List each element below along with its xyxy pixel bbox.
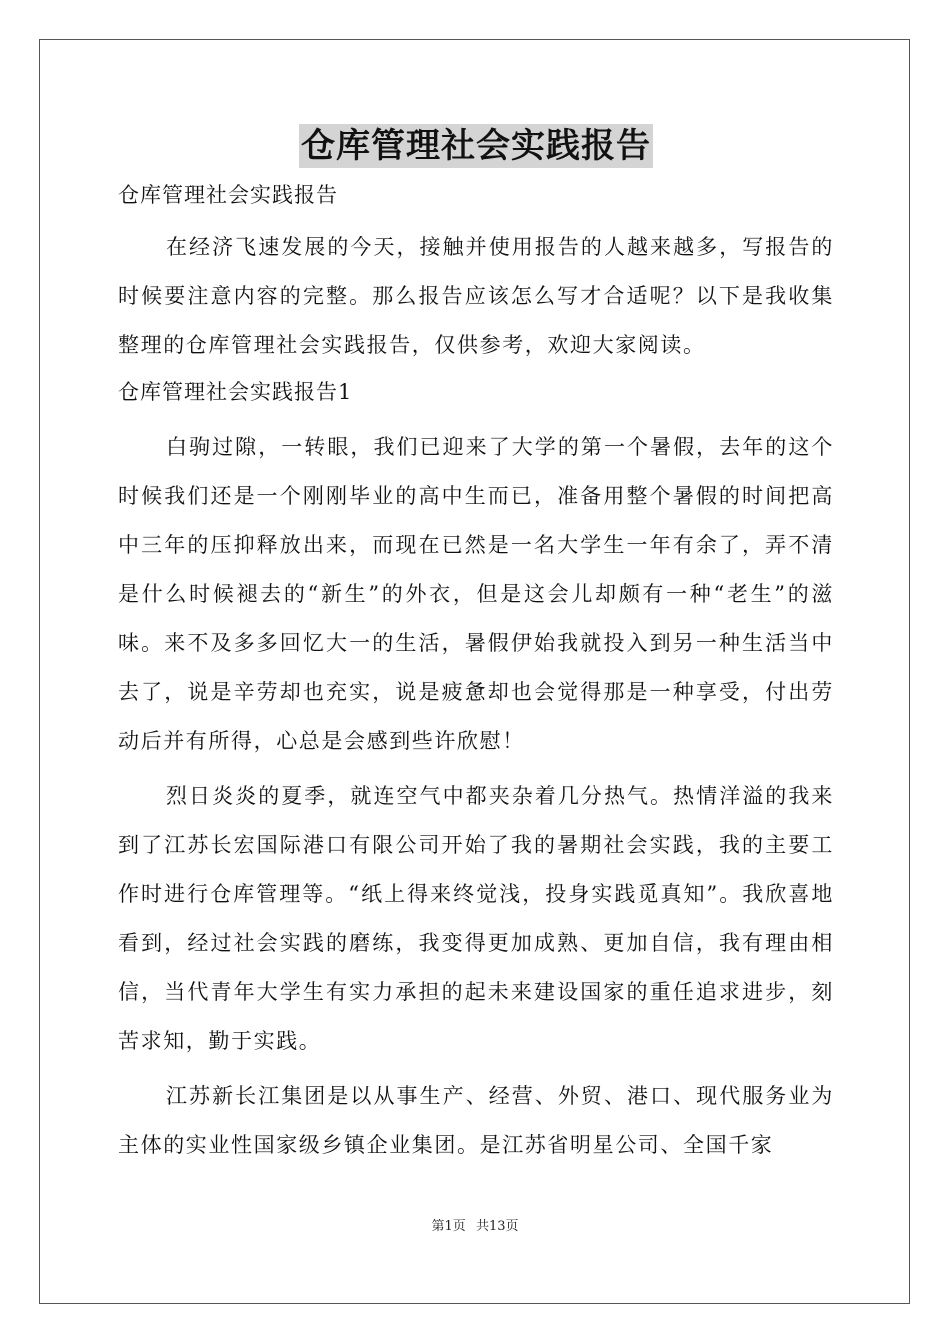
body-paragraph: 白驹过隙，一转眼，我们已迎来了大学的第一个暑假，去年的这个时候我们还是一个刚刚毕业的高中生而已，准备用整个暑假的时间把高中三年的压抑释放出来，而现在已然是一名大学生一年有余了，弄不清是什么时候褪去的“新生”的外衣，但是这会儿却颇有一种“老生”的滋味。来不及多多回忆大一的生活，暑假伊始我就投入到另一种生活当中去了，说是辛劳却也充实，说是疲惫却也会觉得那是一种享受，付出劳动后并有所得，心总是会感到些许欣慰！ bbox=[118, 435, 834, 753]
page-total: 共13页 bbox=[475, 1219, 519, 1234]
title-container bbox=[118, 124, 834, 172]
page-number: 第1页 bbox=[431, 1219, 466, 1234]
intro-paragraph: 在经济飞速发展的今天，接触并使用报告的人越来越多，写报告的时候要注意内容的完整。那么报告应该怎么写才合适呢？以下是我收集整理的仓库管理社会实践报告，仅供参考，欢迎大家阅读。 bbox=[118, 235, 834, 357]
section-heading: 仓库管理社会实践报告1 bbox=[118, 380, 353, 404]
document-subtitle: 仓库管理社会实践报告 bbox=[118, 183, 338, 207]
document-title: 仓库管理社会实践报告 bbox=[301, 126, 651, 166]
document-body bbox=[118, 124, 834, 1170]
body-paragraph: 烈日炎炎的夏季，就连空气中都夹杂着几分热气。热情洋溢的我来到了江苏长宏国际港口有限公司开始了我的暑期社会实践，我的主要工作时进行仓库管理等。“纸上得来终觉浅，投身实践觅真知”。我欣喜地看到，经过社会实践的磨练，我变得更加成熟、更加自信，我有理由相信，当代青年大学生有实力承担的起未来建设国家的重任追求进步，刻苦求知，勤于实践。 bbox=[118, 784, 834, 1053]
page-footer bbox=[0, 1218, 950, 1236]
body-paragraph: 江苏新长江集团是以从事生产、经营、外贸、港口、现代服务业为主体的实业性国家级乡镇企业集团。是江苏省明星公司、全国千家 bbox=[118, 1084, 834, 1157]
